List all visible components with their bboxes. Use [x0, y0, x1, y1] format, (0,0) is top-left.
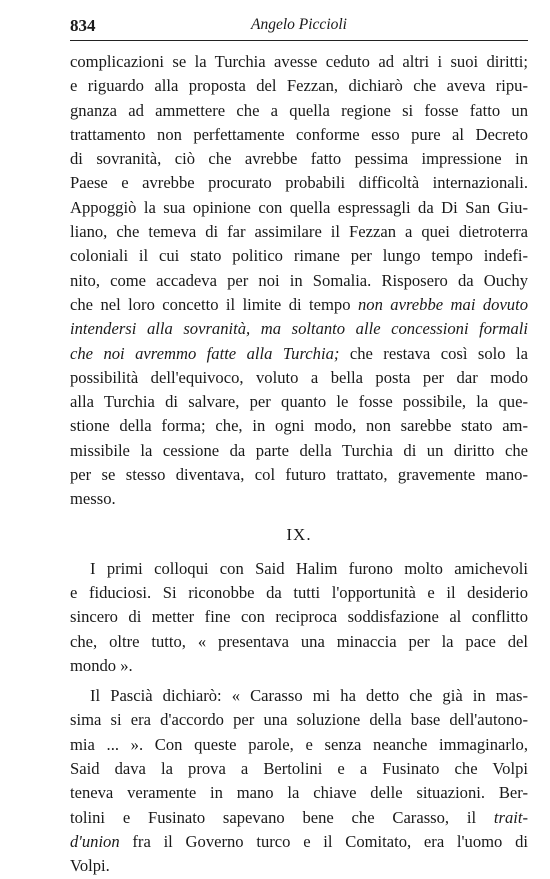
text-line: missibile la cessione da parte della Turchia di un diritto che — [70, 440, 528, 460]
text-line: Paese e avrebbe procurato probabili difficoltà internazionali. — [70, 173, 528, 193]
paragraph-2 — [70, 557, 528, 678]
running-head: Angelo Piccioli — [251, 16, 347, 33]
page-header — [70, 10, 528, 41]
text-line: possibilità dell'equivoco, voluto a bella posta per dar modo — [70, 367, 528, 387]
text-line: sima si era d'accordo per una soluzione della base dell'autono- — [70, 710, 528, 730]
text-line: nito, come accadeva per noi in Somalia. Risposero da Ouchy — [70, 270, 528, 290]
text-line: di sovranità, ciò che avrebbe fatto pessima impressione in — [70, 149, 528, 169]
text-line: mia ... ». Con queste parole, e senza neanche immaginarlo, — [70, 734, 528, 754]
text-line: liano, che temeva di far assimilare il Fezzan a quei dietroterra — [70, 222, 528, 242]
text-line — [70, 293, 528, 317]
text-segment: tolini e Fusinato sapevano bene che Carasso, il — [70, 807, 477, 827]
text-line: Said dava la prova a Bertolini e a Fusinato che Volpi — [70, 759, 528, 779]
text-line: Il Pascià dichiarò: « Carasso mi ha detto che già in mas- — [90, 686, 528, 706]
italic-text: non avrebbe mai dovuto — [357, 294, 529, 314]
text-line: coloniali il cui stato politico rimane per lungo tempo indefi- — [70, 246, 528, 266]
body-text — [70, 50, 528, 879]
text-line: per se stesso diventava, col futuro trattato, gravemente mano- — [70, 465, 528, 485]
text-line — [70, 830, 528, 854]
italic-text: trait- — [493, 807, 528, 827]
text-line: gnanza ad ammettere che a quella regione si fosse fatto un — [70, 100, 528, 120]
text-line: e riguardo alla proposta del Fezzan, dichiarò che aveva ripu- — [70, 76, 528, 96]
text-line: trattamento non perfettamente conforme esso pure al Decreto — [70, 124, 528, 144]
text-line: e fiduciosi. Si riconobbe da tutti l'opportunità e il desiderio — [70, 582, 528, 602]
text-line: Appoggiò la sua opinione con quella espressagli da Di San Giu- — [70, 197, 528, 217]
italic-text: d'union — [70, 831, 120, 851]
text-line: mondo ». — [70, 655, 133, 675]
text-line — [70, 342, 528, 366]
text-segment: che nel loro concetto il limite di tempo — [70, 294, 351, 314]
text-line: messo. — [70, 489, 116, 509]
section-heading: IX. — [286, 524, 312, 544]
text-line: sincero di metter fine con reciproca soddisfazione al conflitto — [70, 607, 528, 627]
text-line: alla Turchia di salvare, per quanto le fosse possibile, la que- — [70, 392, 528, 412]
text-line: Volpi. — [70, 856, 110, 876]
italic-text-line: intendersi alla sovranità, ma soltanto alle concessioni formali — [70, 319, 528, 339]
text-segment: fra il Governo turco e il Comitato, era l'uomo di — [132, 831, 528, 851]
text-line: complicazioni se la Turchia avesse ceduto ad altri i suoi diritti; — [70, 52, 528, 71]
text-line: stione della forma; che, in ogni modo, non sarebbe stato am- — [70, 416, 528, 436]
text-line: che, oltre tutto, « presentava una minaccia per la pace del — [70, 631, 528, 651]
paragraph-3 — [70, 684, 528, 878]
text-segment: che restava così solo la — [349, 343, 528, 363]
text-line: I primi colloqui con Said Halim furono molto amichevoli — [90, 558, 528, 578]
italic-text: che noi avremmo fatte alla Turchia; — [70, 343, 340, 363]
text-line: teneva veramente in mano la chiave delle situazioni. Ber- — [70, 783, 528, 803]
page-number: 834 — [70, 16, 96, 35]
paragraph-1 — [70, 50, 528, 512]
text-line — [70, 806, 528, 830]
